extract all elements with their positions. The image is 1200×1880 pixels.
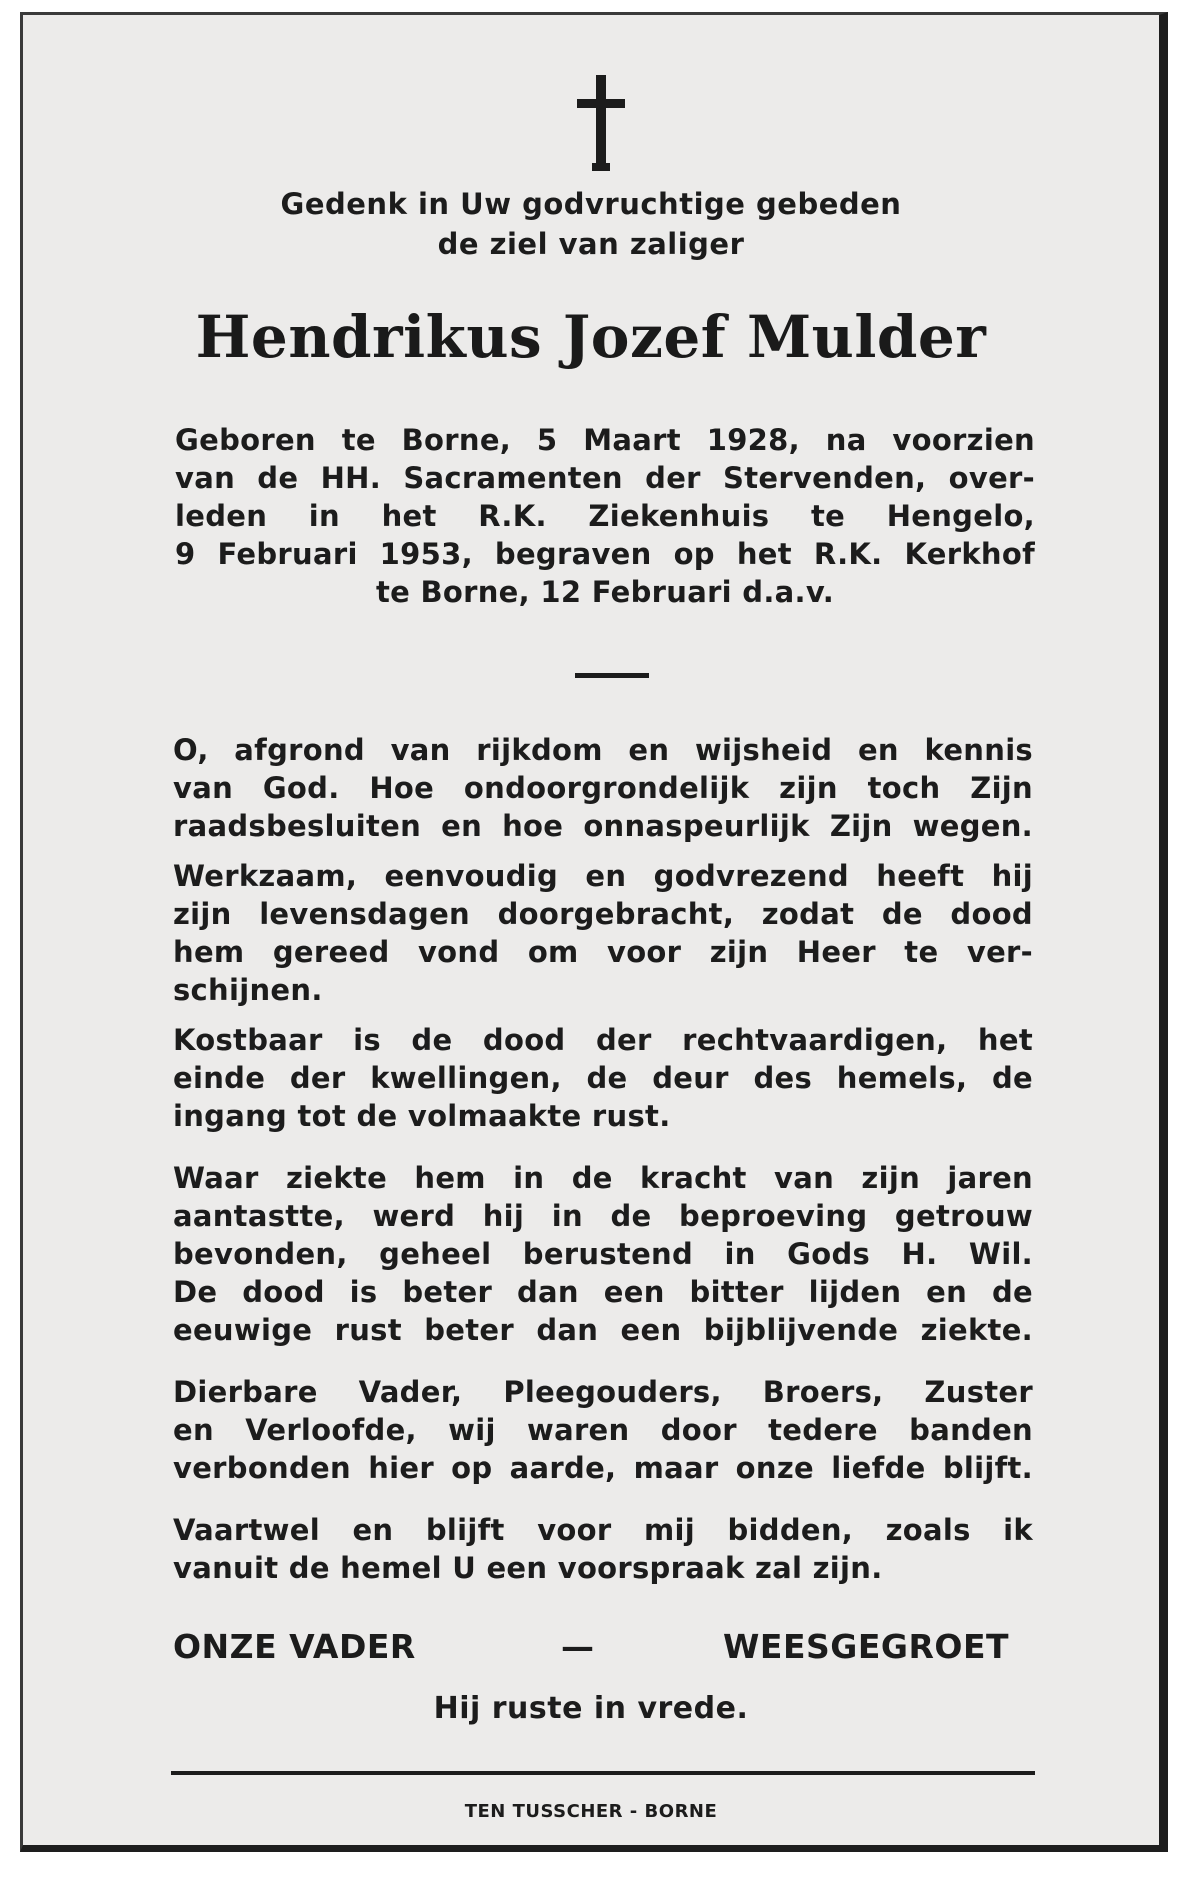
verse-line: ingang tot de volmaakte rust. (173, 1099, 671, 1133)
verse-line: O, afgrond van rijkdom en wijsheid en kennis (173, 733, 1033, 767)
verse-line: verbonden hier op aarde, maar onze liefde blijft. (173, 1451, 1033, 1485)
bottom-rule (171, 1771, 1035, 1775)
verse-line: en Verloofde, wij waren door tedere banden (173, 1413, 1033, 1447)
prayer-separator: — (561, 1627, 594, 1666)
verse-line: einde der kwellingen, de deur des hemels, de (173, 1061, 1033, 1095)
prayer-onze-vader: ONZE VADER (173, 1627, 416, 1666)
bio-line: van de HH. Sacramenten der Stervenden, over- (175, 461, 1035, 495)
verse-line: De dood is beter dan een bitter lijden en de (173, 1275, 1033, 1309)
verse-line: schijnen. (173, 973, 323, 1007)
latin-cross-icon (573, 73, 629, 173)
verse-line: vanuit de hemel U een voorspraak zal zijn. (173, 1551, 883, 1585)
verse-line: Dierbare Vader, Pleegouders, Broers, Zuster (173, 1375, 1033, 1409)
verse-line: van God. Hoe ondoorgrondelijk zijn toch Zijn (173, 771, 1033, 805)
verse-line: eeuwige rust beter dan een bijblijvende ziekte. (173, 1313, 1033, 1347)
deceased-name: Hendrikus Jozef Mulder (195, 303, 987, 371)
verse-line: Kostbaar is de dood der rechtvaardigen, het (173, 1023, 1033, 1057)
verse-line: Waar ziekte hem in de kracht van zijn jaren (173, 1161, 1033, 1195)
verse-line: zijn levensdagen doorgebracht, zodat de dood (173, 897, 1033, 931)
prayer-weesgegroet: WEESGEGROET (723, 1627, 1009, 1666)
divider-dash (575, 673, 649, 678)
bio-line: 9 Februari 1953, begraven op het R.K. Kerkhof (175, 537, 1035, 571)
closing-line: Hij ruste in vrede. (433, 1691, 749, 1726)
bio-line: Geboren te Borne, 5 Maart 1928, na voorzien (175, 423, 1035, 457)
card-content (23, 15, 1159, 1845)
verse-line: hem gereed vond om voor zijn Heer te ver- (173, 935, 1033, 969)
verse-line: bevonden, geheel berustend in Gods H. Wil. (173, 1237, 1033, 1271)
verse-line: Werkzaam, eenvoudig en godvrezend heeft hij (173, 859, 1033, 893)
verse-line: raadsbesluiten en hoe onnaspeurlijk Zijn wegen. (173, 809, 1033, 843)
opening-line-1: Gedenk in Uw godvruchtige gebeden (280, 187, 902, 221)
bio-line: leden in het R.K. Ziekenhuis te Hengelo, (175, 499, 1035, 533)
opening-line-2: de ziel van zaliger (437, 227, 745, 261)
bio-line: te Borne, 12 Februari d.a.v. (375, 575, 835, 609)
printer-credit: TEN TUSSCHER - BORNE (464, 1801, 718, 1822)
verse-line: aantastte, werd hij in de beproeving getrouw (173, 1199, 1033, 1233)
verse-line: Vaartwel en blijft voor mij bidden, zoals ik (173, 1513, 1033, 1547)
memorial-card (20, 12, 1168, 1852)
